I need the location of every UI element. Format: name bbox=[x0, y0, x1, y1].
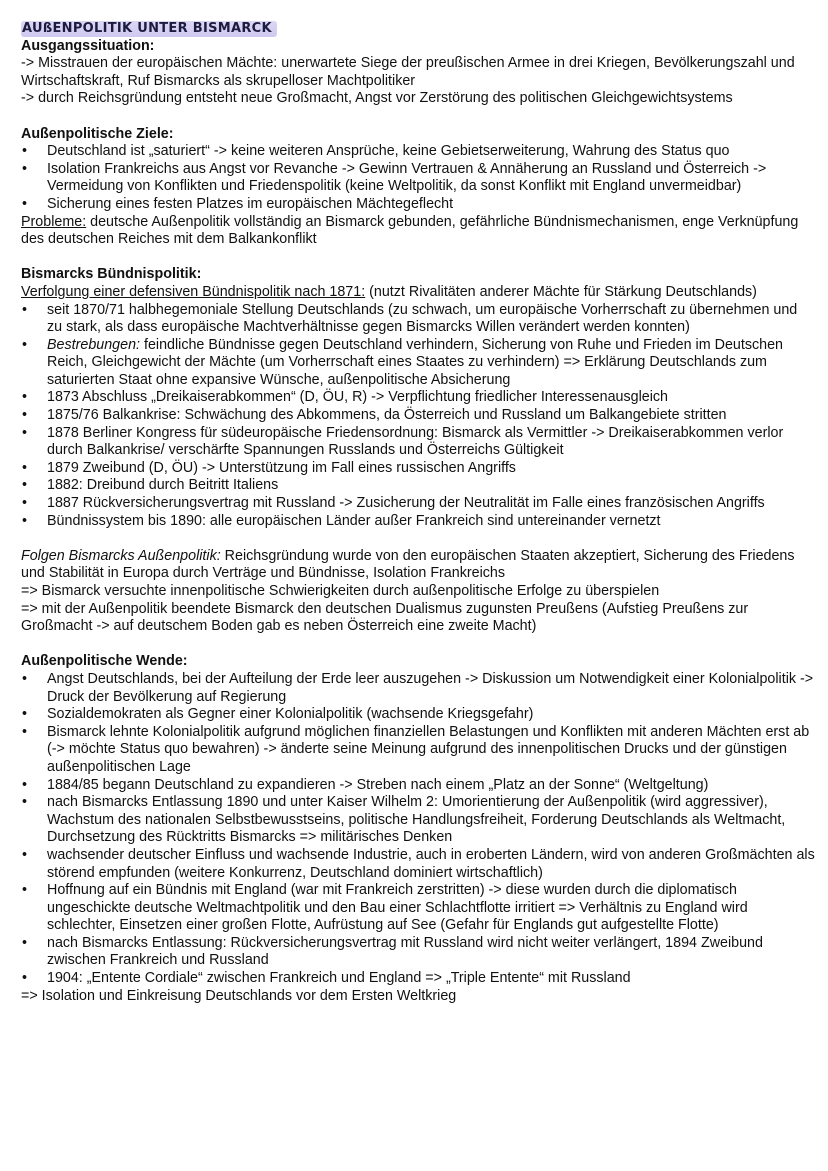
intro-text: (nutzt Rivalitäten anderer Mächte für Stärkung Deutschlands) bbox=[365, 283, 757, 300]
list-wende bbox=[21, 671, 816, 988]
list-item: • wachsender deutscher Einfluss und wachsende Industrie, auch in eroberten Ländern, wird von anderen Großmächten als störend empfunden (weitere Konkurrenz, Deutschland dominiert wirtschaftlich) bbox=[21, 847, 816, 882]
list-item: • 1904: „Entente Cordiale“ zwischen Frankreich und England => „Triple Entente“ mit Russland bbox=[21, 970, 816, 988]
list-ziele bbox=[21, 143, 816, 213]
list-item: • Sicherung eines festen Platzes im europäischen Mächtegeflecht bbox=[21, 196, 816, 214]
list-item: • 1882: Dreibund durch Beitritt Italiens bbox=[21, 477, 816, 495]
list-item: • nach Bismarcks Entlassung 1890 und unter Kaiser Wilhelm 2: Umorientierung der Außenpolitik (wird aggressiver), Wachstum des nationalen Selbstbewusstseins, politische Handlungsfreiheit, Forderung Deutschlands als Weltmacht, Durchsetzung des Rücktritts Bismarcks => militärisches Denken bbox=[21, 794, 816, 847]
folgen-paragraph bbox=[21, 548, 816, 583]
document-page bbox=[21, 20, 816, 1005]
list-item: • 1875/76 Balkankrise: Schwächung des Abkommens, da Österreich und Russland um Balkangebiete stritten bbox=[21, 407, 816, 425]
list-item: • Bündnissystem bis 1890: alle europäischen Länder außer Frankreich sind untereinander vernetzt bbox=[21, 513, 816, 531]
text-line: -> durch Reichsgründung entsteht neue Großmacht, Angst vor Zerstörung des politischen Gleichgewichtsystems bbox=[21, 90, 733, 107]
list-item: • 1879 Zweibund (D, ÖU) -> Unterstützung im Fall eines russischen Angriffs bbox=[21, 460, 816, 478]
title-highlight: AUßENPOLITIK UNTER BISMARCK bbox=[21, 21, 277, 37]
document-title bbox=[21, 20, 816, 38]
text-line: => Bismarck versuchte innenpolitische Schwierigkeiten durch außenpolitische Erfolge zu überspielen bbox=[21, 583, 660, 599]
heading-ausgangssituation: Ausgangssituation: bbox=[21, 37, 155, 54]
list-item: • Hoffnung auf ein Bündnis mit England (war mit Frankreich zerstritten) -> diese wurden durch die diplomatisch ungeschickte deutsche Weltmachtpolitik und den Bau einer Schlachtflotte irritiert => Verhältnis zu England wird schlechter, Einsetzen einer großen Flotte, Aufrüstung auf See (Gefahr für Englands gut aufgestellte Flotte) bbox=[21, 882, 816, 935]
text-line: => mit der Außenpolitik beendete Bismarck den deutschen Dualismus zugunsten Preußens (Aufstieg Preußens zur Großmacht -> auf deutschem Boden gab es neben Österreich eine zweite Macht) bbox=[21, 600, 749, 635]
problem-paragraph bbox=[21, 214, 816, 249]
text-line: -> Misstrauen der europäischen Mächte: unerwartete Siege der preußischen Armee in drei Kriegen, Bevölkerungszahl und Wirtschaftskraft, Ruf Bismarcks als skrupelloser Machtpolitiker bbox=[21, 55, 795, 89]
closing-line: => Isolation und Einkreisung Deutschlands vor dem Ersten Weltkrieg bbox=[21, 987, 457, 1004]
list-item: • 1878 Berliner Kongress für südeuropäische Friedensordnung: Bismarck als Vermittler -> Dreikaiserabkommen verlor durch Balkankrise/ verschärfte Spannungen Russlands und Österreichs Gültigkeit bbox=[21, 425, 816, 460]
folgen-label: Folgen Bismarcks Außenpolitik: bbox=[21, 547, 221, 564]
bestrebungen-text: feindliche Bündnisse gegen Deutschland verhindern, Sicherung von Ruhe und Frieden im Deutschen Reich, Gleichgewicht der Mächte (um Vorherrschaft eines Staates zu verhindern) => Erklärung Deutschlands zum saturierten Staat ohne expansive Wünsche, außenpolitische Absicherung bbox=[47, 336, 783, 388]
heading-buendnispolitik: Bismarcks Bündnispolitik: bbox=[21, 266, 202, 283]
heading-ziele: Außenpolitische Ziele: bbox=[21, 125, 174, 142]
list-item: • 1873 Abschluss „Dreikaiserabkommen“ (D, ÖU, R) -> Verpflichtung friedlicher Interessenausgleich bbox=[21, 389, 816, 407]
list-item bbox=[21, 337, 816, 390]
bestrebungen-label: Bestrebungen: bbox=[47, 336, 140, 353]
list-item: • seit 1870/71 halbhegemoniale Stellung Deutschlands (zu schwach, um europäische Vorherrschaft zu übernehmen und zu stark, als dass europäische Machtverhältnisse gegen Bismarcks Willen verändert werden konnten) bbox=[21, 302, 816, 337]
list-item: • Sozialdemokraten als Gegner einer Kolonialpolitik (wachsende Kriegsgefahr) bbox=[21, 706, 816, 724]
list-item: • Angst Deutschlands, bei der Aufteilung der Erde leer auszugehen -> Diskussion um Notwendigkeit einer Kolonialpolitik -> Druck der Bevölkerung auf Regierung bbox=[21, 671, 816, 706]
intro-paragraph bbox=[21, 284, 816, 302]
list-item: • nach Bismarcks Entlassung: Rückversicherungsvertrag mit Russland wird nicht weiter verlängert, 1894 Zweibund zwischen Frankreich und Russland bbox=[21, 935, 816, 970]
problem-label: Probleme: bbox=[21, 213, 87, 230]
heading-wende: Außenpolitische Wende: bbox=[21, 653, 188, 670]
list-buendnispolitik bbox=[21, 302, 816, 531]
list-item: • Isolation Frankreichs aus Angst vor Revanche -> Gewinn Vertrauen & Annäherung an Russland und Österreich -> Vermeidung von Konflikten und Friedenspolitik (keine Weltpolitik, da sonst Konflikt mit England unvermeidbar) bbox=[21, 161, 816, 196]
list-item: • Bismarck lehnte Kolonialpolitik aufgrund möglichen finanziellen Belastungen und Konflikten mit anderen Mächten erst ab (-> möchte Status quo bewahren) -> änderte seine Meinung aufgrund des innenpolitischen Drucks und der günstigen außenpolitischen Lage bbox=[21, 724, 816, 777]
intro-label: Verfolgung einer defensiven Bündnispolitik nach 1871: bbox=[21, 283, 366, 300]
list-item: • Deutschland ist „saturiert“ -> keine weiteren Ansprüche, keine Gebietserweiterung, Wahrung des Status quo bbox=[21, 143, 816, 161]
folgen-text: Reichsgründung wurde von den europäischen Staaten akzeptiert, Sicherung des Friedens und Stabilität in Europa durch Verträge und Bündnisse, Isolation Frankreichs bbox=[21, 547, 795, 582]
problem-text: deutsche Außenpolitik vollständig an Bismarck gebunden, gefährliche Bündnismechanismen, enge Verknüpfung des deutschen Reiches mit dem Balkankonflikt bbox=[21, 213, 799, 248]
list-item: • 1887 Rückversicherungsvertrag mit Russland -> Zusicherung der Neutralität im Falle eines französischen Angriffs bbox=[21, 495, 816, 513]
list-item: • 1884/85 begann Deutschland zu expandieren -> Streben nach einem „Platz an der Sonne“ (Weltgeltung) bbox=[21, 777, 816, 795]
